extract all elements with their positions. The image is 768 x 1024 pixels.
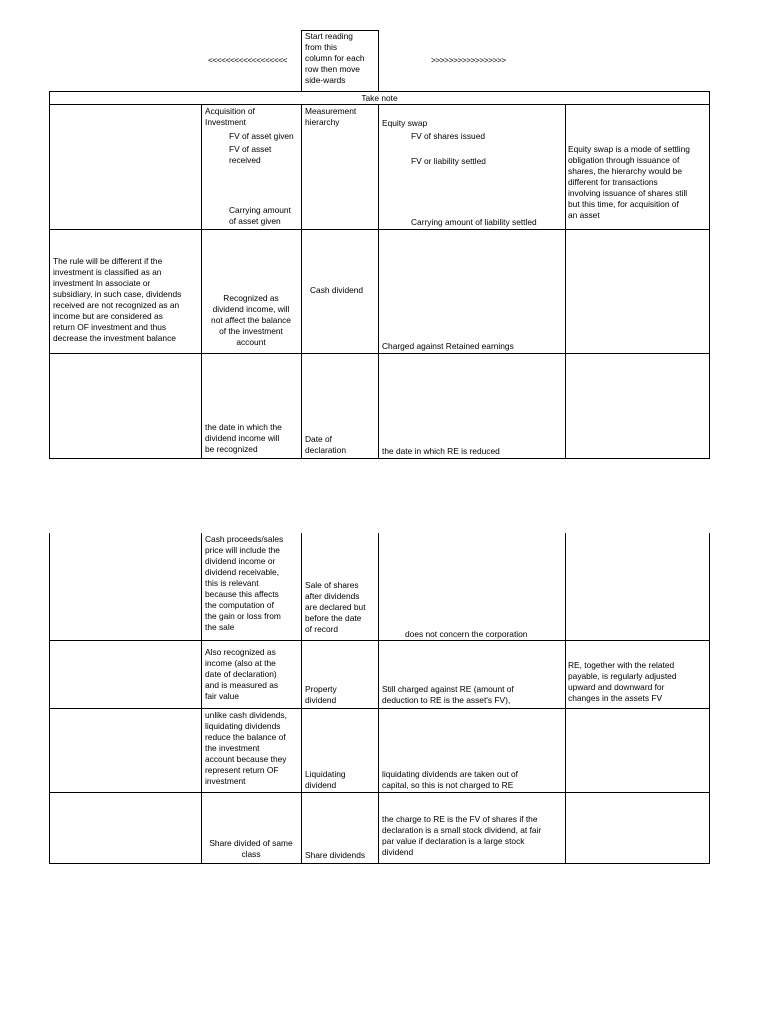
table2-row1-bottom [49,640,710,641]
table1-bottom-border [49,458,710,459]
date-of-recognition: the date in which the dividend income will be recognized [205,422,282,454]
sale-of-shares-label: Sale of shares after dividends are declared but before the date of record [305,580,366,634]
equity-swap-note: Equity swap is a mode of settling obligation through issuance of shares, the hierarchy would be different for transactions involving issuance of shares still but this time, for acquisition of an asset [568,144,690,220]
table2-bottom-border [49,863,710,864]
liquidating-dividend-corporation: liquidating dividends are taken out of capital, so this is not charged to RE [382,769,518,790]
property-dividend-note: RE, together with the related payable, is regularly adjusted upward and downward for changes in the assets FV [568,660,677,703]
table1-col1 [201,104,202,459]
date-re-reduced: the date in which RE is reduced [382,446,500,456]
table2-col5 [709,533,710,864]
cash-dividend-corporation: Charged against Retained earnings [382,341,514,351]
equity-swap-label: Equity swap [382,118,428,128]
share-dividends-label: Share dividends [305,850,366,860]
reading-instruction: Start reading from this column for each row then move side-wards [305,31,365,85]
property-dividend-label: Property dividend [305,684,337,705]
table1-col2 [301,104,302,459]
table1-col4 [565,104,566,459]
property-dividend-corporation: Still charged against RE (amount of deduction to RE is the asset's FV), [382,684,514,705]
header-left-border [301,30,302,91]
take-note-bottom-border [49,104,710,105]
carrying-amount-liability: Carrying amount of liability settled [411,217,537,227]
table1-top-border [49,91,710,92]
table1-col5 [709,91,710,459]
share-dividend-investor: Share divided of same class [209,838,293,859]
sale-of-shares-corporation: does not concern the corporation [405,629,528,639]
acquisition-heading: Acquisition of Investment [205,106,255,127]
left-arrows: <<<<<<<<<<<<<<<<<< [208,55,288,65]
take-note-label: Take note [361,93,398,103]
table2-col1 [201,533,202,864]
table2-row2-bottom [49,708,710,709]
cash-dividend-label: Cash dividend [310,285,364,295]
table2-col4 [565,533,566,864]
date-of-declaration-label: Date of declaration [305,434,346,455]
table1-row2-bottom [49,353,710,354]
header-right-border [378,30,379,91]
fv-liability-settled: FV or liability settled [411,156,486,166]
cash-dividend-investor: Recognized as dividend income, will not affect the balance of the investment account [211,293,291,347]
carrying-amount-asset: Carrying amount of asset given [229,205,291,226]
table2-col2 [301,533,302,864]
table1-row1-bottom [49,229,710,230]
share-dividends-corporation: the charge to RE is the FV of shares if the declaration is a small stock dividend, at fair par value if declaration is a large stock dividend [382,814,542,857]
sale-of-shares-investor: Cash proceeds/sales price will include the dividend income or dividend receivable, this is relevant because this affects the computation of the gain or loss from the sale [205,534,284,632]
fv-asset-received: FV of asset received [229,144,272,165]
fv-shares-issued: FV of shares issued [411,131,486,141]
fv-asset-given: FV of asset given [229,131,294,141]
property-dividend-investor: Also recognized as income (also at the date of declaration) and is measured as fair value [205,647,279,701]
table2-row3-bottom [49,792,710,793]
investment-rule-note: The rule will be different if the investment is classified as an investment In associate or subsidiary, in such case, dividends received are not recognized as an income but are considered as return OF investment and thus decrease the investment balance [53,256,182,343]
table2-col0 [49,533,50,864]
measurement-hierarchy: Measurement hierarchy [305,106,357,127]
table2-col3 [378,533,379,864]
table1-col0 [49,91,50,459]
table1-col3 [378,104,379,459]
liquidating-dividend-label: Liquidating dividend [305,769,346,790]
right-arrows: >>>>>>>>>>>>>>>>> [431,55,506,65]
liquidating-dividend-investor: unlike cash dividends, liquidating dividends reduce the balance of the investment account because they represent return OF investment [205,710,287,786]
